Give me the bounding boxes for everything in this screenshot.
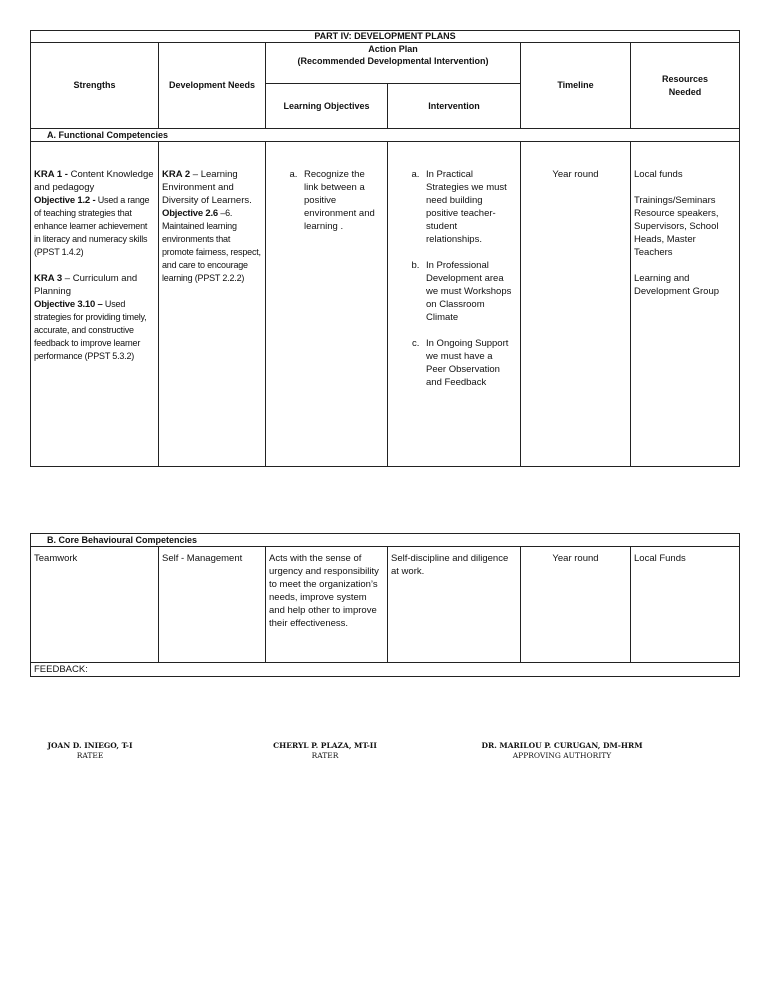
section-b-development-needs: Self - Management — [159, 547, 266, 663]
resource-item: Learning and Development Group — [634, 273, 720, 297]
resource-item: Trainings/Seminars Resource speakers, Supervisors, School Heads, Master Teachers — [634, 195, 719, 258]
obj12-label: Objective 1.2 - — [34, 195, 96, 206]
header-intervention: Intervention — [388, 84, 521, 129]
resources-line-2: Needed — [668, 86, 702, 97]
feedback-label: FEEDBACK: — [31, 663, 740, 677]
section-b-timeline: Year round — [521, 547, 631, 663]
header-resources — [631, 43, 740, 129]
signatory-name: JOAN D. INIEGO, T-I — [47, 741, 133, 750]
kra3-label: KRA 3 — [34, 273, 63, 284]
core-competencies-table — [30, 533, 740, 677]
kra3-text: – Curriculum and Planning — [34, 273, 138, 297]
section-b-strengths: Teamwork — [31, 547, 159, 663]
section-b-title: B. Core Behavioural Competencies — [31, 534, 740, 547]
obj310-label: Objective 3.10 – — [34, 299, 103, 310]
section-b-learning-objectives: Acts with the sense of urgency and responsibility to meet the organization’s needs, improve system and help other to improve their effectiveness. — [266, 547, 388, 663]
obj26-label: Objective 2.6 — [162, 208, 219, 219]
kra1-label: KRA 1 - — [34, 169, 68, 180]
kra2-text: – Learning Environment and Diversity of Learners. — [162, 169, 252, 206]
signatory-name: DR. MARILOU P. CURUGAN, DM-HRM — [481, 741, 643, 750]
signatory-role: RATEE — [76, 751, 104, 760]
obj26-text: –6. Maintained learning environments that promote fairness, respect, and care to encourage learning (PPST 2.2.2) — [162, 208, 261, 283]
obj310-text: Used strategies for providing timely, accurate, and constructive feedback to improve learner performance (PPST 5.3.2) — [34, 299, 147, 361]
signatory-ratee — [30, 741, 150, 761]
learning-objective-item: a. Recognize the link between a positive environment and learning . — [300, 168, 379, 233]
section-b-intervention: Self-discipline and diligence at work. — [388, 547, 521, 663]
action-plan-subtitle: (Recommended Developmental Intervention) — [297, 56, 489, 66]
section-a-learning-objectives — [266, 142, 388, 467]
kra1-text: Content Knowledge and pedagogy — [34, 169, 154, 193]
kra2-label: KRA 2 — [162, 169, 191, 180]
header-development-needs: Development Needs — [159, 43, 266, 129]
section-a-strengths — [31, 142, 159, 467]
intervention-item: a. In Practical Strategies we must need building positive teacher-student relationships. — [422, 168, 512, 246]
section-a-development-needs — [159, 142, 266, 467]
section-a-resources — [631, 142, 740, 467]
header-strengths: Strengths — [31, 43, 159, 129]
section-b-resources: Local Funds — [631, 547, 740, 663]
header-timeline: Timeline — [521, 43, 631, 129]
section-a-interventions — [388, 142, 521, 467]
header-learning-objectives: Learning Objectives — [266, 84, 388, 129]
header-action-plan — [266, 43, 521, 84]
intervention-item: c. In Ongoing Support we must have a Peer Observation and Feedback — [422, 337, 512, 389]
signatory-rater — [258, 741, 392, 761]
signatory-approving-authority — [466, 741, 658, 761]
signatory-role: RATER — [311, 751, 339, 760]
section-a-title: A. Functional Competencies — [31, 129, 740, 142]
development-plans-table — [30, 30, 740, 467]
obj12-text: Used a range of teaching strategies that enhance learner achievement in literacy and numeracy skills (PPST 1.4.2) — [34, 195, 150, 257]
intervention-item: b. In Professional Development area we must Workshops on Classroom Climate — [422, 259, 512, 324]
signatory-role: APPROVING AUTHORITY — [512, 751, 612, 760]
resources-line-1: Resources — [662, 73, 709, 84]
resource-item: Local funds — [634, 169, 683, 180]
part-title: PART IV: DEVELOPMENT PLANS — [31, 31, 740, 43]
action-plan-title: Action Plan — [368, 44, 418, 54]
signatory-name: CHERYL P. PLAZA, MT-II — [273, 741, 377, 750]
section-a-timeline: Year round — [521, 142, 631, 467]
